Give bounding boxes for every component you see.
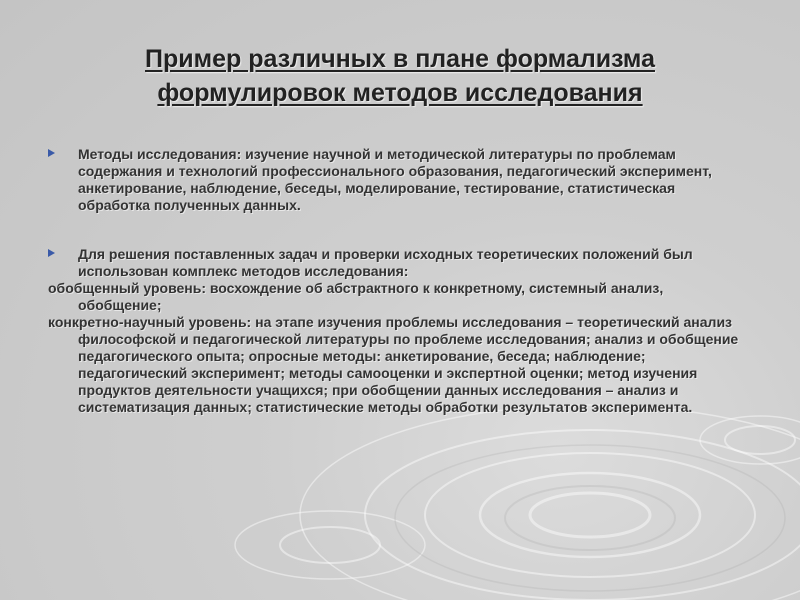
bullet-text: Для решения поставленных задач и проверки исходных теоретических положений был использован комплекс методов исследования: — [78, 246, 693, 279]
bullet-item-complex — [48, 246, 748, 280]
slide-title-line-1: Пример различных в плане формализма — [145, 45, 655, 73]
slide-title — [60, 42, 740, 110]
bullet-item-methods — [48, 146, 748, 214]
bullet-arrow-icon — [48, 249, 55, 257]
slide-content — [48, 146, 748, 416]
bullet-arrow-icon — [48, 149, 55, 157]
bullet-text: Методы исследования: изучение научной и методической литературы по проблемам содержания и технологий профессионального образования, педагогический эксперимент, анкетирование, наблюдение, беседы, моделирование, тестирование, статистическая обработка полученных данных. — [78, 146, 712, 213]
slide-title-line-2: формулировок методов исследования — [157, 79, 643, 107]
paragraph-specific-level: конкретно-научный уровень: на этапе изучения проблемы исследования – теоретический анализ философской и педагогической литературы по проблеме исследования; анализ и обобщение педагогического опыта; опросные методы: анкетирование, беседа; наблюдение; педагогический эксперимент; методы самооценки и экспертной оценки; метод изучения продуктов деятельности учащихся; при обобщении данных исследования – анализ и систематизация данных; статистические методы обработки результатов эксперимента. — [48, 314, 739, 415]
paragraph-general-level: обобщенный уровень: восхождение об абстрактного к конкретному, системный анализ, обобщение; — [48, 280, 664, 313]
